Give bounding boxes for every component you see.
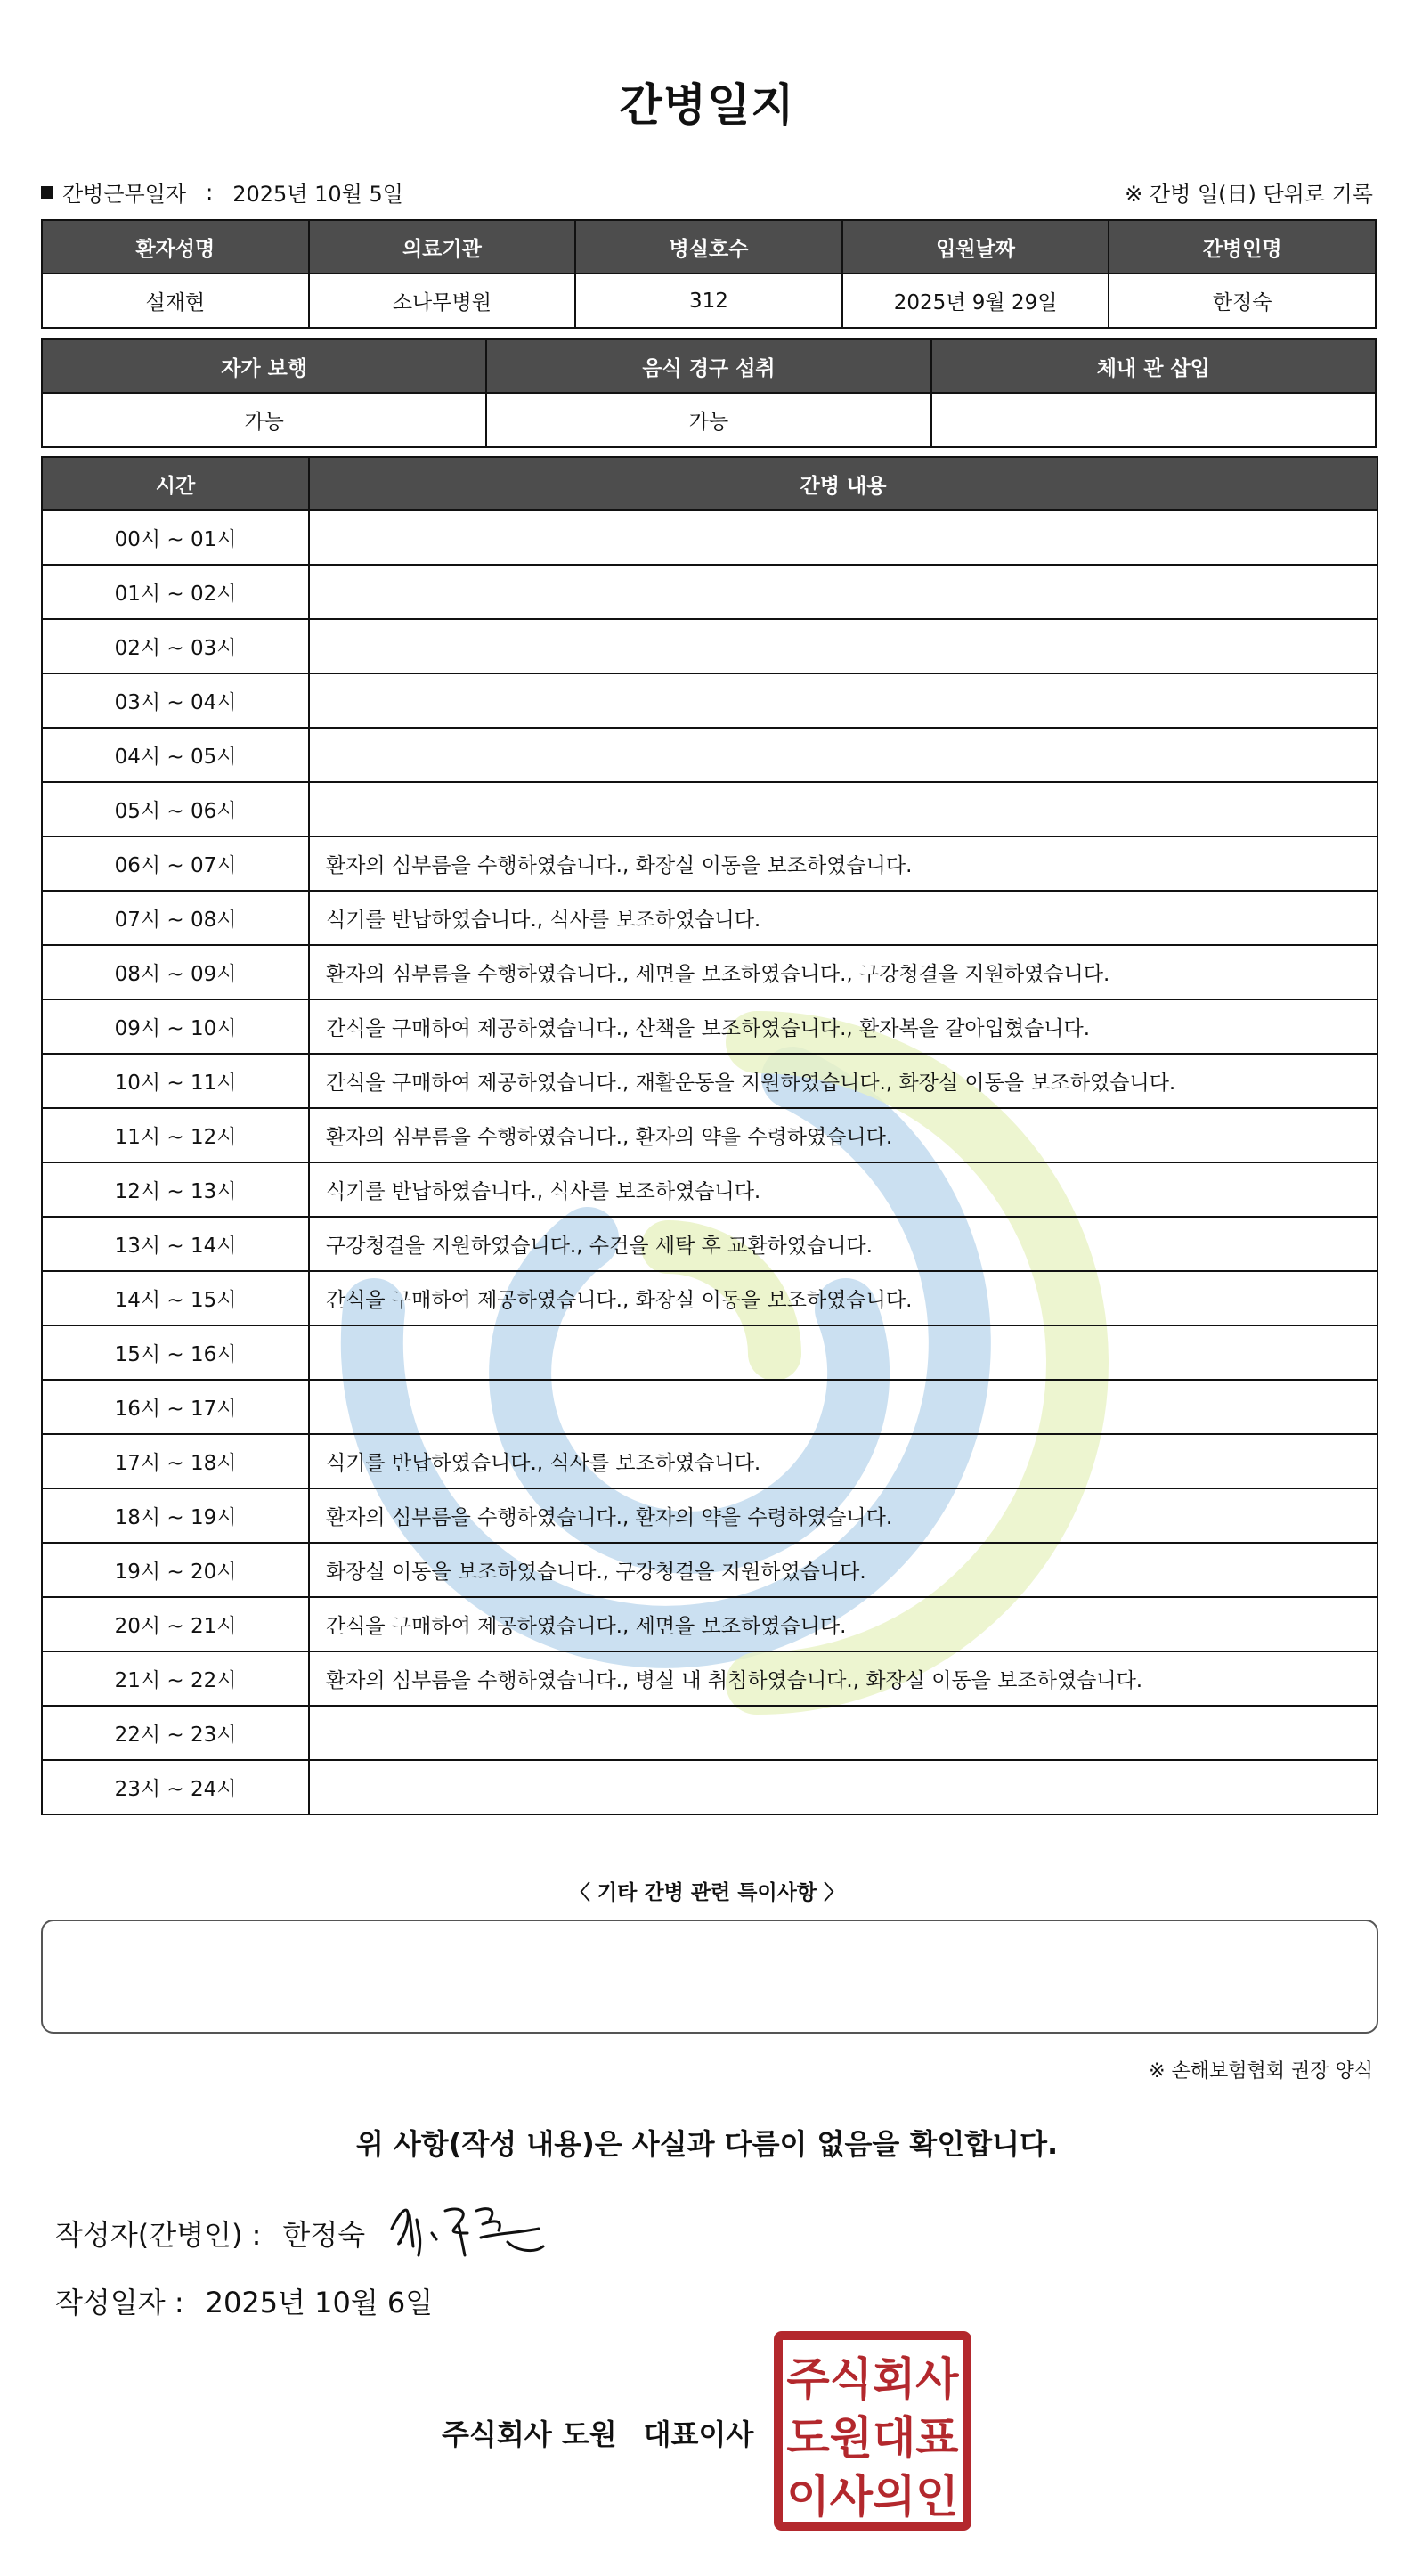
time-cell: 20시 ~ 21시 — [42, 1597, 309, 1651]
bullet-square-icon — [41, 186, 53, 199]
work-date-label: 간병근무일자 — [62, 182, 187, 207]
table-row — [42, 1597, 1377, 1651]
patient-info-value-row — [42, 273, 1376, 328]
time-cell: 21시 ~ 22시 — [42, 1651, 309, 1706]
unit-note: ※ 간병 일(日) 단위로 기록 — [1125, 182, 1373, 207]
time-cell: 08시 ~ 09시 — [42, 945, 309, 999]
header-tube-insertion: 체내 관 삽입 — [931, 339, 1376, 393]
patient-status-table — [41, 338, 1377, 448]
time-cell: 05시 ~ 06시 — [42, 782, 309, 836]
company-role: 대표이사 — [643, 2417, 754, 2451]
status-header-row — [42, 339, 1376, 393]
document-title: 간병일지 — [619, 79, 795, 131]
patient-info-header-row — [42, 220, 1376, 273]
content-cell: 환자의 심부름을 수행하였습니다., 환자의 약을 수령하였습니다. — [309, 1488, 1377, 1543]
oral-intake-status: 가능 — [486, 393, 930, 447]
table-row — [42, 836, 1377, 891]
time-cell: 06시 ~ 07시 — [42, 836, 309, 891]
room-number: 312 — [575, 273, 842, 328]
table-row — [42, 782, 1377, 836]
table-row — [42, 1706, 1377, 1760]
form-source-note: ※ 손해보험협회 권장 양식 — [1149, 2060, 1373, 2083]
table-row — [42, 565, 1377, 619]
content-cell — [309, 1380, 1377, 1434]
content-cell: 식기를 반납하였습니다., 식사를 보조하였습니다. — [309, 891, 1377, 945]
time-cell: 11시 ~ 12시 — [42, 1108, 309, 1162]
hourly-log-table — [41, 456, 1378, 1815]
handwritten-signature — [383, 2193, 552, 2264]
writer-label: 작성자(간병인) : — [55, 2218, 262, 2252]
header-admission-date: 입원날짜 — [842, 220, 1109, 273]
walking-status: 가능 — [42, 393, 486, 447]
content-cell: 간식을 구매하여 제공하였습니다., 산책을 보조하였습니다., 환자복을 갈아입혔습니다. — [309, 999, 1377, 1054]
header-room-number: 병실호수 — [575, 220, 842, 273]
written-date-value: 2025년 10월 6일 — [205, 2286, 434, 2319]
confirmation-statement: 위 사항(작성 내용)은 사실과 다름이 없음을 확인합니다. — [355, 2127, 1059, 2161]
caregiver-name: 한정숙 — [1109, 273, 1376, 328]
table-row — [42, 1108, 1377, 1162]
header-care-content: 간병 내용 — [309, 457, 1377, 510]
time-cell: 09시 ~ 10시 — [42, 999, 309, 1054]
time-cell: 07시 ~ 08시 — [42, 891, 309, 945]
admission-date: 2025년 9월 29일 — [842, 273, 1109, 328]
table-row — [42, 945, 1377, 999]
header-time: 시간 — [42, 457, 309, 510]
table-row — [42, 1434, 1377, 1488]
time-cell: 10시 ~ 11시 — [42, 1054, 309, 1108]
table-row — [42, 1760, 1377, 1814]
work-date — [41, 176, 403, 208]
written-date-line — [55, 2280, 433, 2321]
work-date-separator: : — [206, 179, 214, 205]
special-notes-title: 〈 기타 간병 관련 특이사항 〉 — [569, 1881, 845, 1904]
content-cell: 구강청결을 지원하였습니다., 수건을 세탁 후 교환하였습니다. — [309, 1217, 1377, 1271]
special-notes-box — [41, 1920, 1378, 2034]
header-caregiver-name: 간병인명 — [1109, 220, 1376, 273]
content-cell: 식기를 반납하였습니다., 식사를 보조하였습니다. — [309, 1162, 1377, 1217]
time-cell: 23시 ~ 24시 — [42, 1760, 309, 1814]
table-row — [42, 1162, 1377, 1217]
time-cell: 12시 ~ 13시 — [42, 1162, 309, 1217]
patient-info-table — [41, 219, 1377, 329]
content-cell — [309, 782, 1377, 836]
table-row — [42, 1325, 1377, 1380]
writer-line — [55, 2213, 365, 2254]
content-cell — [309, 1706, 1377, 1760]
table-row — [42, 510, 1377, 565]
time-cell: 18시 ~ 19시 — [42, 1488, 309, 1543]
hospital-name: 소나무병원 — [309, 273, 576, 328]
stamp-line-2: 도원대표 — [786, 2412, 959, 2464]
company-name: 주식회사 도원 — [442, 2417, 617, 2451]
status-value-row — [42, 393, 1376, 447]
work-date-value: 2025년 10월 5일 — [232, 182, 403, 207]
content-cell: 식기를 반납하였습니다., 식사를 보조하였습니다. — [309, 1434, 1377, 1488]
time-cell: 14시 ~ 15시 — [42, 1271, 309, 1325]
stamp-line-3: 이사의인 — [786, 2471, 959, 2523]
writer-name: 한정숙 — [282, 2218, 366, 2252]
content-cell: 간식을 구매하여 제공하였습니다., 세면을 보조하였습니다. — [309, 1597, 1377, 1651]
time-cell: 13시 ~ 14시 — [42, 1217, 309, 1271]
header-patient-name: 환자성명 — [42, 220, 309, 273]
tube-insertion-status — [931, 393, 1376, 447]
time-cell: 00시 ~ 01시 — [42, 510, 309, 565]
content-cell — [309, 619, 1377, 673]
content-cell — [309, 1325, 1377, 1380]
table-row — [42, 1054, 1377, 1108]
time-cell: 17시 ~ 18시 — [42, 1434, 309, 1488]
header-hospital: 의료기관 — [309, 220, 576, 273]
content-cell — [309, 1760, 1377, 1814]
content-cell: 환자의 심부름을 수행하였습니다., 세면을 보조하였습니다., 구강청결을 지원하였습니다. — [309, 945, 1377, 999]
content-cell: 간식을 구매하여 제공하였습니다., 화장실 이동을 보조하였습니다. — [309, 1271, 1377, 1325]
company-seal-stamp — [773, 2330, 972, 2531]
time-cell: 03시 ~ 04시 — [42, 673, 309, 728]
time-cell: 15시 ~ 16시 — [42, 1325, 309, 1380]
header-walking: 자가 보행 — [42, 339, 486, 393]
log-header-row — [42, 457, 1377, 510]
time-cell: 19시 ~ 20시 — [42, 1543, 309, 1597]
content-cell: 환자의 심부름을 수행하였습니다., 화장실 이동을 보조하였습니다. — [309, 836, 1377, 891]
table-row — [42, 1217, 1377, 1271]
table-row — [42, 999, 1377, 1054]
table-row — [42, 619, 1377, 673]
stamp-line-1: 주식회사 — [786, 2353, 959, 2405]
written-date-label: 작성일자 : — [55, 2286, 184, 2319]
table-row — [42, 891, 1377, 945]
content-cell — [309, 510, 1377, 565]
content-cell — [309, 728, 1377, 782]
content-cell — [309, 565, 1377, 619]
time-cell: 02시 ~ 03시 — [42, 619, 309, 673]
company-signature-line — [442, 2412, 753, 2453]
table-row — [42, 1543, 1377, 1597]
time-cell: 01시 ~ 02시 — [42, 565, 309, 619]
content-cell: 환자의 심부름을 수행하였습니다., 환자의 약을 수령하였습니다. — [309, 1108, 1377, 1162]
table-row — [42, 1488, 1377, 1543]
time-cell: 16시 ~ 17시 — [42, 1380, 309, 1434]
table-row — [42, 1271, 1377, 1325]
table-row — [42, 728, 1377, 782]
header-oral-intake: 음식 경구 섭취 — [486, 339, 930, 393]
content-cell: 화장실 이동을 보조하였습니다., 구강청결을 지원하였습니다. — [309, 1543, 1377, 1597]
content-cell: 간식을 구매하여 제공하였습니다., 재활운동을 지원하였습니다., 화장실 이동을 보조하였습니다. — [309, 1054, 1377, 1108]
time-cell: 22시 ~ 23시 — [42, 1706, 309, 1760]
patient-name: 설재현 — [42, 273, 309, 328]
table-row — [42, 1380, 1377, 1434]
table-row — [42, 673, 1377, 728]
table-row — [42, 1651, 1377, 1706]
content-cell: 환자의 심부름을 수행하였습니다., 병실 내 취침하였습니다., 화장실 이동을 보조하였습니다. — [309, 1651, 1377, 1706]
time-cell: 04시 ~ 05시 — [42, 728, 309, 782]
content-cell — [309, 673, 1377, 728]
